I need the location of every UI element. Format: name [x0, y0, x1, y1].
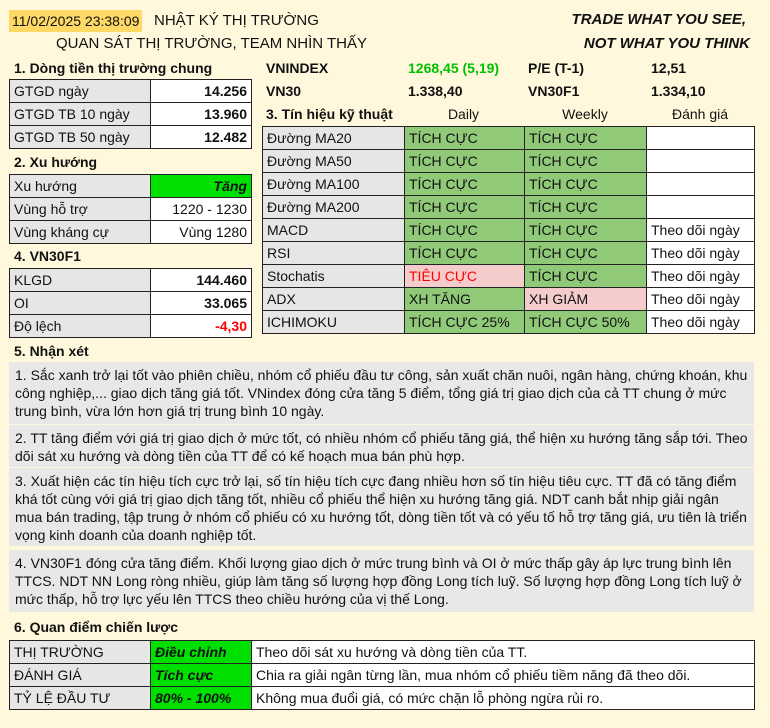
signal-daily: TÍCH CỰC [405, 242, 525, 265]
oi-label: OI [10, 292, 151, 315]
signal-eval: Theo dõi ngày [647, 265, 755, 288]
strategy-table [9, 640, 755, 710]
table-row [263, 196, 755, 219]
table-row [10, 80, 252, 103]
signal-eval: Theo dõi ngày [647, 311, 755, 334]
table-row [263, 288, 755, 311]
table-row [263, 311, 755, 334]
table-row [263, 265, 755, 288]
pe-value: 12,51 [651, 60, 687, 76]
strategy-desc: Chia ra giải ngân từng lần, mua nhóm cổ phiếu tiềm năng đã theo dõi. [252, 664, 755, 687]
technical-signals-table [262, 126, 755, 334]
vn30f1-value: 1.334,10 [651, 83, 706, 99]
strategy-value: Điều chỉnh [151, 641, 252, 664]
comment-2: 2. TT tăng điểm với giá trị giao dịch ở mức tốt, có nhiều nhóm cổ phiếu tăng giá, thể hiện xu hướng tăng sắp tới. Theo dõi sát xu hướng và dòng tiền của TT để có kế hoạch mua bán phù hợp. [9, 425, 754, 467]
table-row [263, 173, 755, 196]
vn30f1-label: VN30F1 [528, 83, 580, 99]
table-row [10, 687, 755, 710]
signal-weekly: TÍCH CỰC [525, 265, 647, 288]
signal-name: Stochatis [263, 265, 405, 288]
section-5-heading: 5. Nhận xét [14, 343, 89, 359]
signal-eval [647, 150, 755, 173]
cash-flow-value: 13.960 [151, 103, 252, 126]
signal-daily: TÍCH CỰC [405, 219, 525, 242]
table-row [10, 175, 252, 198]
signal-daily: XH TĂNG [405, 288, 525, 311]
deviation-label: Độ lệch [10, 315, 151, 338]
trend-value: Tăng [151, 175, 252, 198]
signal-name: RSI [263, 242, 405, 265]
vnindex-value: 1268,45 (5,19) [408, 60, 500, 76]
signal-name: Đường MA20 [263, 127, 405, 150]
strategy-label: THỊ TRƯỜNG [10, 641, 151, 664]
table-row [263, 150, 755, 173]
signal-name: Đường MA50 [263, 150, 405, 173]
table-row [263, 242, 755, 265]
signal-eval: Theo dõi ngày [647, 219, 755, 242]
signal-name: MACD [263, 219, 405, 242]
vn30-value: 1.338,40 [408, 83, 463, 99]
table-row [10, 664, 755, 687]
trend-label: Xu hướng [10, 175, 151, 198]
signal-weekly: XH GIẢM [525, 288, 647, 311]
klgd-value: 144.460 [151, 269, 252, 292]
cash-flow-label: GTGD TB 50 ngày [10, 126, 151, 149]
signal-daily: TÍCH CỰC [405, 196, 525, 219]
vnindex-label: VNINDEX [266, 60, 329, 76]
signal-eval [647, 127, 755, 150]
signal-eval [647, 173, 755, 196]
deviation-value: -4,30 [151, 315, 252, 338]
signal-weekly: TÍCH CỰC [525, 127, 647, 150]
section-1-heading: 1. Dòng tiền thị trường chung [14, 60, 213, 76]
oi-value: 33.065 [151, 292, 252, 315]
signal-name: Đường MA100 [263, 173, 405, 196]
signal-weekly: TÍCH CỰC [525, 219, 647, 242]
signal-name: ADX [263, 288, 405, 311]
cash-flow-label: GTGD ngày [10, 80, 151, 103]
strategy-label: TỶ LỆ ĐẦU TƯ [10, 687, 151, 710]
table-row [10, 198, 252, 221]
signal-weekly: TÍCH CỰC [525, 242, 647, 265]
col-weekly-header: Weekly [562, 106, 608, 122]
table-row [10, 126, 252, 149]
table-row [10, 315, 252, 338]
page-title: NHẬT KÝ THỊ TRƯỜNG [154, 12, 319, 29]
signal-weekly: TÍCH CỰC 50% [525, 311, 647, 334]
strategy-desc: Không mua đuổi giá, có mức chặn lỗ phòng ngừa rủi ro. [252, 687, 755, 710]
col-eval-header: Đánh giá [671, 106, 729, 122]
table-row [10, 641, 755, 664]
slogan-line-1: TRADE WHAT YOU SEE, [571, 11, 746, 28]
cash-flow-value: 14.256 [151, 80, 252, 103]
strategy-value: 80% - 100% [151, 687, 252, 710]
section-4-heading: 4. VN30F1 [14, 248, 81, 264]
klgd-label: KLGD [10, 269, 151, 292]
signal-weekly: TÍCH CỰC [525, 150, 647, 173]
table-row [263, 127, 755, 150]
support-value: 1220 - 1230 [151, 198, 252, 221]
signal-eval: Theo dõi ngày [647, 288, 755, 311]
signal-weekly: TÍCH CỰC [525, 173, 647, 196]
cash-flow-label: GTGD TB 10 ngày [10, 103, 151, 126]
table-row [10, 103, 252, 126]
table-row [10, 221, 252, 244]
signal-daily: TIÊU CỰC [405, 265, 525, 288]
datetime-stamp: 11/02/2025 23:38:09 [9, 10, 142, 32]
pe-label: P/E (T-1) [528, 60, 585, 76]
support-label: Vùng hỗ trợ [10, 198, 151, 221]
section-3-heading: 3. Tín hiệu kỹ thuật [266, 106, 393, 122]
comment-3: 3. Xuất hiện các tín hiệu tích cực trở lại, số tín hiệu tích cực đang nhiều hơn số tín hiệu tiêu cực. TT đã có tăng điểm khá tốt cùng với giá trị giao dịch tăng tốt, nhiều cổ phiếu thể hiện xu hướng tăng giá. NDT canh bắt nhịp giải ngân mua bán trading, tập trung ở nhóm cổ phiếu có xu hướng tốt, dòng tiền tốt và có yếu tố hỗ trợ tăng giá, ưu tiên là triển vọng kinh doanh của doanh nghiệp tốt. [9, 468, 754, 546]
table-row [263, 219, 755, 242]
signal-daily: TÍCH CỰC 25% [405, 311, 525, 334]
signal-daily: TÍCH CỰC [405, 173, 525, 196]
resistance-label: Vùng kháng cự [10, 221, 151, 244]
signal-name: ICHIMOKU [263, 311, 405, 334]
signal-daily: TÍCH CỰC [405, 127, 525, 150]
vn30-label: VN30 [266, 83, 302, 99]
signal-eval: Theo dõi ngày [647, 242, 755, 265]
strategy-value: Tích cực [151, 664, 252, 687]
cash-flow-table [9, 79, 252, 149]
comment-4: 4. VN30F1 đóng cửa tăng điểm. Khối lượng giao dịch ở mức trung bình và OI ở mức thấp gây áp lực trung bình lên TTCS. NDT NN Long ròng nhiều, giúp làm tăng số lượng hợp đồng Long tích luỹ. Số lượng hợp đồng Long tích luỹ ở mức thấp, hỗ trợ lực yếu lên TTCS theo chiều hướng của vị thế Long. [9, 550, 754, 612]
signal-weekly: TÍCH CỰC [525, 196, 647, 219]
page-subtitle: QUAN SÁT THỊ TRƯỜNG, TEAM NHÌN THẤY [56, 35, 367, 52]
strategy-desc: Theo dõi sát xu hướng và dòng tiền của TT. [252, 641, 755, 664]
table-row [10, 292, 252, 315]
section-6-heading: 6. Quan điểm chiến lược [14, 619, 179, 635]
strategy-label: ĐÁNH GIÁ [10, 664, 151, 687]
signal-daily: TÍCH CỰC [405, 150, 525, 173]
signal-name: Đường MA200 [263, 196, 405, 219]
cash-flow-value: 12.482 [151, 126, 252, 149]
col-daily-header: Daily [447, 106, 480, 122]
trend-table [9, 174, 252, 244]
table-row [10, 269, 252, 292]
comment-1: 1. Sắc xanh trở lại tốt vào phiên chiều, nhóm cổ phiếu đầu tư công, sản xuất chăn nuôi, ngân hàng, chứng khoán, khu công nghiệp,... giao dịch tăng giá tốt. VNindex đóng cửa tăng 5 điểm, tổng giá trị giao dịch của cả TT chung ở mức trung bình, vừa lớn hơn giá trị trung bình 10 ngày. [9, 362, 754, 424]
signal-eval [647, 196, 755, 219]
resistance-value: Vùng 1280 [151, 221, 252, 244]
section-2-heading: 2. Xu hướng [14, 154, 98, 170]
vn30f1-table [9, 268, 252, 338]
slogan-line-2: NOT WHAT YOU THINK [583, 35, 750, 52]
